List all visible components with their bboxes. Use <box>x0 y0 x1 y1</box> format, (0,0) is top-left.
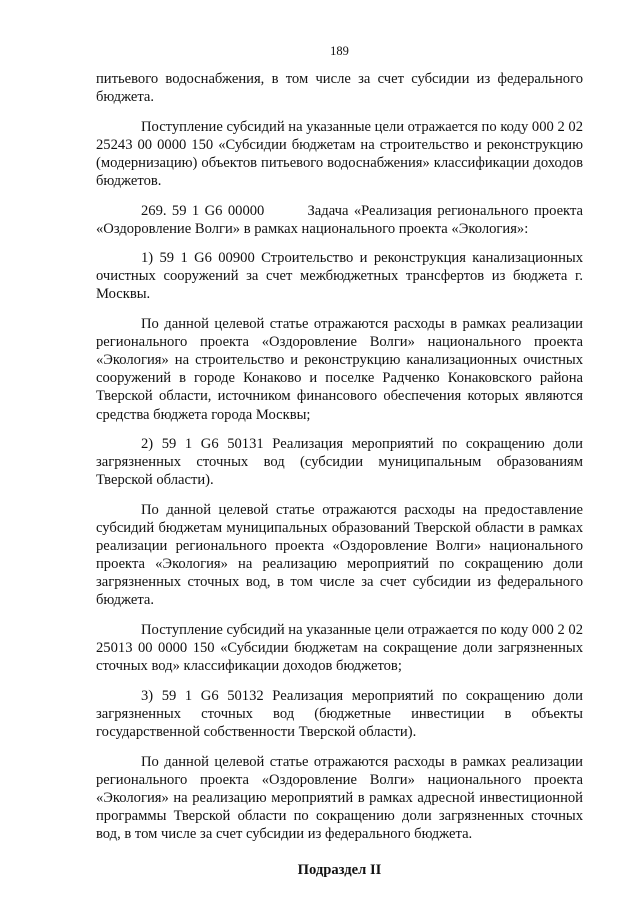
paragraph-revenue-code-25013: Поступление субсидий на указанные цели отражается по коду 000 2 02 25013 00 0000 150 «Субсидии бюджетам на сокращение доли загрязненных сточных вод» классификации доходов бюджетов; <box>96 621 583 675</box>
paragraph-continuation: питьевого водоснабжения, в том числе за счет субсидии из федерального бюджета. <box>96 71 583 106</box>
page-number: 189 <box>330 44 349 58</box>
paragraph-item-3-description: По данной целевой статье отражаются расходы в рамках реализации регионального проекта «Оздоровление Волги» национального проекта «Экология» на реализацию мероприятий в рамках адресной инвестиционной программы Тверской области по сокращению доли загрязненных сточных вод, в том числе за счет субсидии из федерального бюджета. <box>96 753 583 842</box>
paragraph-item-1: 1) 59 1 G6 00900 Строительство и реконструкция канализационных очистных сооружений за счет межбюджетных трансфертов из бюджета г. Москвы. <box>96 250 583 303</box>
subsection-heading: Подраздел II <box>297 861 382 878</box>
paragraph-item-1-description: По данной целевой статье отражаются расходы в рамках реализации регионального проекта «Оздоровление Волги» национального проекта «Экология» на строительство и реконструкцию канализационных очистных сооружений в городе Конаково и поселке Радченко Конаковского района Тверской области, источником финансового обеспечения которых являются средства бюджета города Москвы; <box>96 316 583 423</box>
paragraph-item-2: 2) 59 1 G6 50131 Реализация мероприятий по сокращению доли загрязненных сточных вод (субсидии муниципальным образованиям Тверской области). <box>96 436 583 489</box>
paragraph-item-2-description: По данной целевой статье отражаются расходы на предоставление субсидий бюджетам муниципальных образований Тверской области в рамках реализации регионального проекта «Оздоровление Волги» национального проекта «Экология» на реализацию мероприятий по сокращению доли загрязненных сточных вод, в том числе за счет субсидии из федерального бюджета. <box>96 501 583 609</box>
paragraph-item-3: 3) 59 1 G6 50132 Реализация мероприятий по сокращению доли загрязненных сточных вод (бюджетные инвестиции в объекты государственной собственности Тверской области). <box>96 687 583 740</box>
paragraph-task-269: 269. 59 1 G6 00000 Задача «Реализация регионального проекта «Оздоровление Волги» в рамках национального проекта «Экология»: <box>96 202 587 237</box>
paragraph-revenue-code-25243: Поступление субсидий на указанные цели отражается по коду 000 2 02 25243 00 0000 150 «Субсидии бюджетам на строительство и реконструкцию (модернизацию) объектов питьевого водоснабжения» классификации доходов бюджетов. <box>96 118 583 189</box>
